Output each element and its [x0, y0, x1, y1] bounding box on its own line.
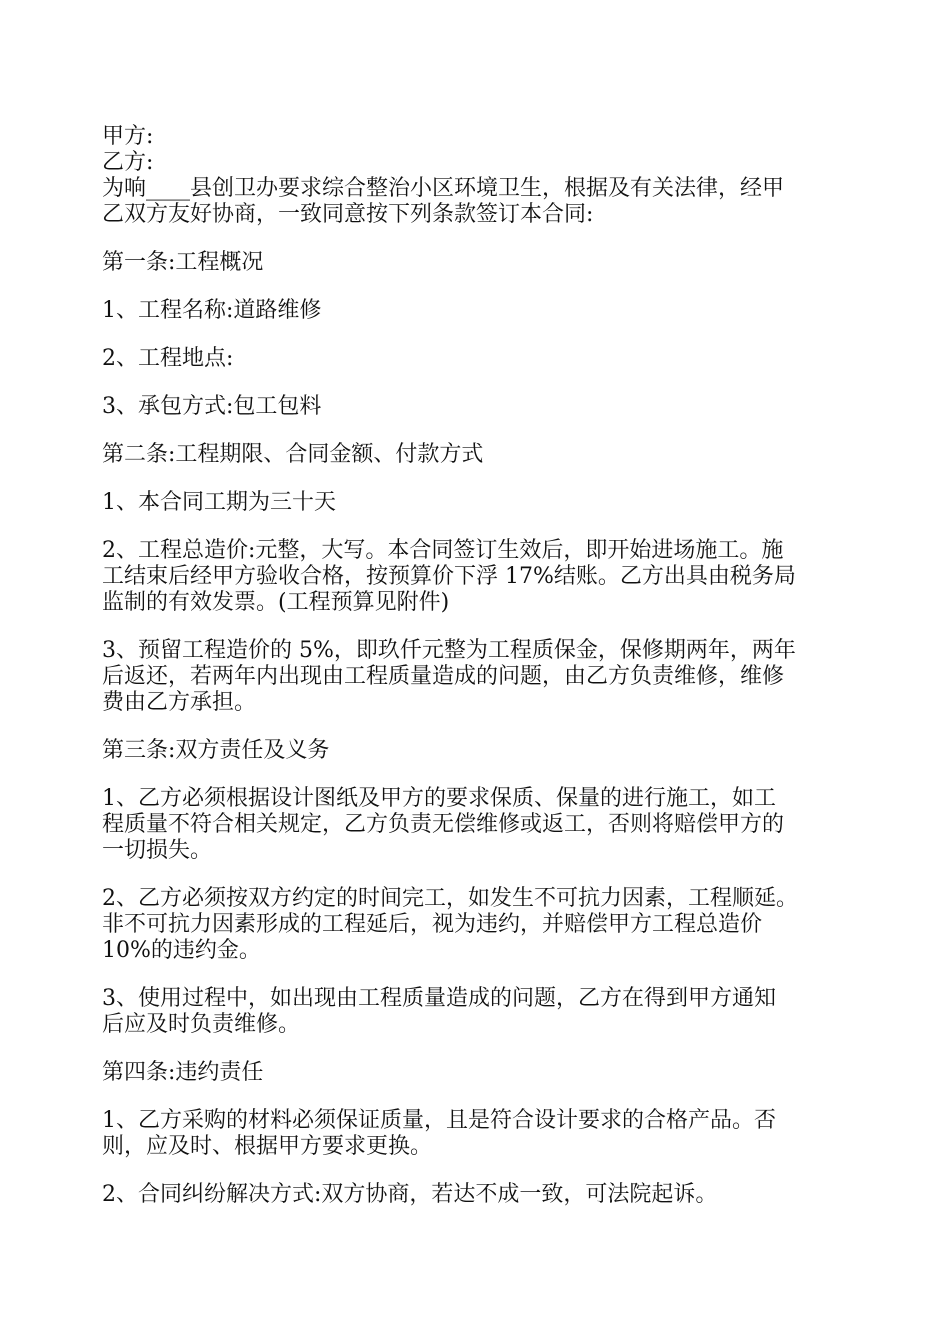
clause-line: 3、使用过程中，如出现由工程质量造成的问题，乙方在得到甲方通知 [102, 986, 776, 1011]
clause-line: 后应及时负责维修。 [102, 1012, 301, 1037]
article-4-title [102, 1060, 862, 1086]
contract-document [102, 124, 862, 1230]
contract-header [102, 124, 862, 228]
clause-text: 2、工程地点: [102, 346, 234, 371]
article-1-item-2 [102, 346, 862, 372]
article-2-item-3 [102, 638, 862, 716]
article-2-title [102, 442, 862, 468]
clause-line: 监制的有效发票。(工程预算见附件) [102, 590, 450, 615]
article-2-item-1 [102, 490, 862, 516]
article-heading: 第四条:违约责任 [102, 1060, 264, 1085]
article-3-item-1 [102, 786, 862, 864]
article-4-item-2 [102, 1182, 862, 1208]
article-3-item-2 [102, 886, 862, 964]
clause-line: 则，应及时、根据甲方要求更换。 [102, 1134, 433, 1159]
intro-line-2: 乙双方友好协商，一致同意按下列条款签订本合同: [102, 202, 594, 227]
clause-text: 1、工程名称:道路维修 [102, 298, 322, 323]
party-a-label: 甲方: [102, 124, 154, 149]
intro-line-1: 为响____县创卫办要求综合整治小区环境卫生，根据及有关法律，经甲 [102, 176, 785, 201]
article-heading: 第三条:双方责任及义务 [102, 738, 330, 763]
clause-line: 非不可抗力因素形成的工程延后，视为违约，并赔偿甲方工程总造价 [102, 912, 763, 937]
clause-line: 2、乙方必须按双方约定的时间完工，如发生不可抗力因素，工程顺延。 [102, 886, 798, 911]
article-3-item-3 [102, 986, 862, 1038]
clause-line: 后返还，若两年内出现由工程质量造成的问题，由乙方负责维修，维修 [102, 664, 785, 689]
clause-line: 2、工程总造价:元整，大写。本合同签订生效后，即开始进场施工。施 [102, 538, 784, 563]
clause-text: 1、本合同工期为三十天 [102, 490, 336, 515]
clause-line: 3、预留工程造价的 5%，即玖仟元整为工程质保金，保修期两年，两年 [102, 638, 796, 663]
clause-line: 费由乙方承担。 [102, 690, 257, 715]
clause-line: 1、乙方必须根据设计图纸及甲方的要求保质、保量的进行施工，如工 [102, 786, 776, 811]
article-1-item-1 [102, 298, 862, 324]
clause-line: 程质量不符合相关规定，乙方负责无偿维修或返工，否则将赔偿甲方的 [102, 812, 785, 837]
article-heading: 第二条:工程期限、合同金额、付款方式 [102, 442, 484, 467]
clause-text: 3、承包方式:包工包料 [102, 394, 322, 419]
article-1-title [102, 250, 862, 276]
clause-text: 2、合同纠纷解决方式:双方协商，若达不成一致，可法院起诉。 [102, 1182, 718, 1207]
party-b-label: 乙方: [102, 150, 154, 175]
clause-line: 工结束后经甲方验收合格，按预算价下浮 17%结账。乙方出具由税务局 [102, 564, 796, 589]
clause-line: 10%的违约金。 [102, 938, 261, 963]
article-1-item-3 [102, 394, 862, 420]
article-3-title [102, 738, 862, 764]
clause-line: 一切损失。 [102, 838, 213, 863]
article-heading: 第一条:工程概况 [102, 250, 264, 275]
article-4-item-1 [102, 1108, 862, 1160]
clause-line: 1、乙方采购的材料必须保证质量，且是符合设计要求的合格产品。否 [102, 1108, 776, 1133]
article-2-item-2 [102, 538, 862, 616]
